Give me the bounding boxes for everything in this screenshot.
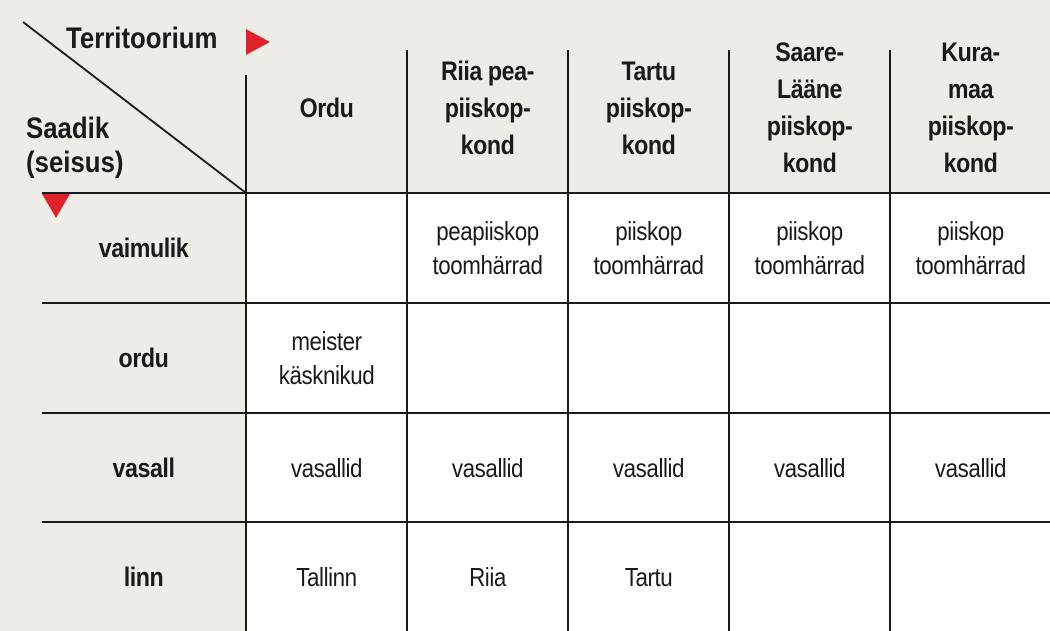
column-header-ordu: Ordu <box>299 92 354 123</box>
table-cell <box>580 304 717 412</box>
grid-line-vertical <box>567 50 569 631</box>
grid-line-vertical <box>245 75 247 631</box>
table-cell: piiskop toomhärrad <box>915 216 1026 280</box>
table-cell: meister käsknikud <box>278 326 375 390</box>
row-header-ordu: ordu <box>118 343 169 373</box>
table-cell: vasallid <box>451 452 524 483</box>
row-header-vasall: vasall <box>112 452 175 483</box>
table-cell: piiskop toomhärrad <box>593 216 704 280</box>
row-header-vaimulik: vaimulik <box>98 233 189 263</box>
table-cell: Riia <box>469 562 506 592</box>
table-cell <box>419 304 556 412</box>
table-cell: Tartu <box>624 562 673 592</box>
table-cell <box>902 523 1039 631</box>
column-header-riia: Riia pea- piiskop- kond <box>441 55 534 160</box>
table-cell: vasallid <box>612 452 685 483</box>
grid-line-vertical <box>728 50 730 631</box>
column-header-saare-laane: Saare- Lääne piiskop- kond <box>766 37 853 178</box>
row-header-linn: linn <box>123 562 164 592</box>
table-cell <box>258 194 395 302</box>
table-cell: vasallid <box>290 452 363 483</box>
table-cell: vasallid <box>773 452 846 483</box>
table-cell <box>741 304 878 412</box>
table-cell: vasallid <box>934 452 1007 483</box>
grid-line-vertical <box>406 50 408 631</box>
table-cell <box>741 523 878 631</box>
column-header-tartu: Tartu piiskop- kond <box>605 55 692 160</box>
grid-line-vertical <box>889 50 891 631</box>
column-axis-label: Territoorium <box>66 22 218 55</box>
table-cell <box>902 304 1039 412</box>
table-cell: peapiiskop toomhärrad <box>432 216 543 280</box>
table-cell: Tallinn <box>296 562 357 592</box>
column-header-kuramaa: Kura- maa piiskop- kond <box>927 37 1014 178</box>
row-axis-label: Saadik (seisus) <box>26 112 124 179</box>
table-cell: piiskop toomhärrad <box>754 216 865 280</box>
